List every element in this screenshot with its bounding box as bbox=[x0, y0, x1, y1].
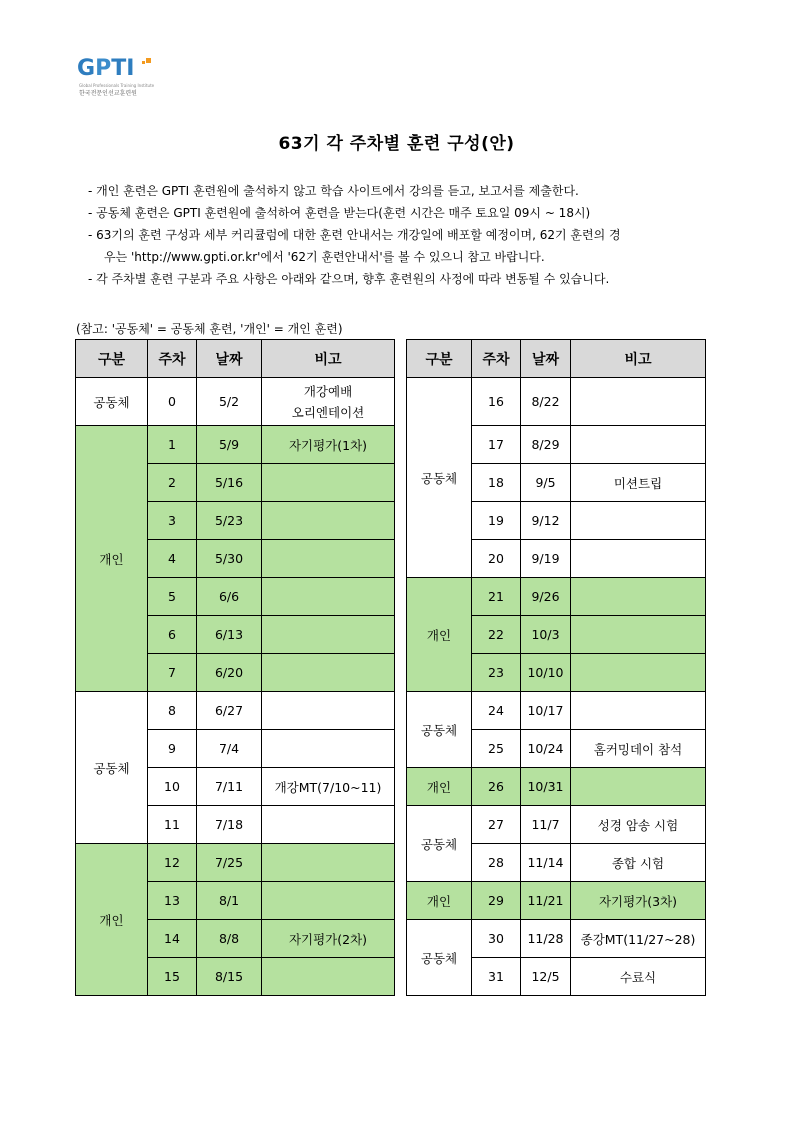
week-cell: 27 bbox=[472, 806, 521, 844]
date-cell: 7/18 bbox=[197, 806, 262, 844]
date-cell: 5/9 bbox=[197, 426, 262, 464]
note-cell bbox=[262, 464, 395, 502]
note-cell bbox=[262, 882, 395, 920]
date-cell: 11/14 bbox=[521, 844, 571, 882]
table-row bbox=[407, 692, 706, 730]
note-item: - 공동체 훈련은 GPTI 훈련원에 출석하여 훈련을 받는다(훈련 시간은 매주 토요일 09시 ~ 18시) bbox=[88, 206, 591, 220]
schedule-table-left bbox=[75, 339, 395, 996]
date-cell: 8/1 bbox=[197, 882, 262, 920]
notes-list bbox=[88, 180, 748, 290]
date-cell: 11/28 bbox=[521, 920, 571, 958]
date-cell: 7/4 bbox=[197, 730, 262, 768]
table-row bbox=[407, 768, 706, 806]
date-cell: 9/19 bbox=[521, 540, 571, 578]
note-cell bbox=[262, 378, 395, 426]
table-row bbox=[407, 882, 706, 920]
header-type: 구분 bbox=[76, 340, 148, 378]
week-cell: 7 bbox=[148, 654, 197, 692]
week-cell: 18 bbox=[472, 464, 521, 502]
date-cell: 9/5 bbox=[521, 464, 571, 502]
date-cell: 11/7 bbox=[521, 806, 571, 844]
note-cell bbox=[262, 654, 395, 692]
week-cell: 2 bbox=[148, 464, 197, 502]
week-cell: 0 bbox=[148, 378, 197, 426]
note-cell bbox=[262, 616, 395, 654]
date-cell: 8/29 bbox=[521, 426, 571, 464]
header-type: 구분 bbox=[407, 340, 472, 378]
table-row bbox=[407, 378, 706, 426]
date-cell: 5/16 bbox=[197, 464, 262, 502]
date-cell: 10/31 bbox=[521, 768, 571, 806]
date-cell: 10/17 bbox=[521, 692, 571, 730]
date-cell: 9/12 bbox=[521, 502, 571, 540]
note-cell bbox=[571, 616, 706, 654]
note-item: - 개인 훈련은 GPTI 훈련원에 출석하지 않고 학습 사이트에서 강의를 듣고, 보고서를 제출한다. bbox=[88, 184, 579, 198]
note-cell bbox=[262, 844, 395, 882]
note-cell bbox=[262, 692, 395, 730]
date-cell: 9/26 bbox=[521, 578, 571, 616]
week-cell: 29 bbox=[472, 882, 521, 920]
group-cell: 개인 bbox=[76, 426, 148, 692]
week-cell: 21 bbox=[472, 578, 521, 616]
note-cell bbox=[262, 502, 395, 540]
table-header-row bbox=[407, 340, 706, 378]
week-cell: 31 bbox=[472, 958, 521, 996]
group-cell: 공동체 bbox=[407, 920, 472, 996]
date-cell: 5/2 bbox=[197, 378, 262, 426]
week-cell: 14 bbox=[148, 920, 197, 958]
note-cell: 자기평가(3차) bbox=[571, 882, 706, 920]
header-week: 주차 bbox=[472, 340, 521, 378]
note-cell bbox=[571, 692, 706, 730]
date-cell: 6/6 bbox=[197, 578, 262, 616]
date-cell: 6/13 bbox=[197, 616, 262, 654]
week-cell: 8 bbox=[148, 692, 197, 730]
week-cell: 15 bbox=[148, 958, 197, 996]
logo-accent-dot-small bbox=[142, 61, 145, 64]
header-note: 비고 bbox=[571, 340, 706, 378]
week-cell: 1 bbox=[148, 426, 197, 464]
note-cell bbox=[571, 502, 706, 540]
note-cell: 종합 시험 bbox=[571, 844, 706, 882]
header-date: 날짜 bbox=[521, 340, 571, 378]
date-cell: 5/23 bbox=[197, 502, 262, 540]
week-cell: 20 bbox=[472, 540, 521, 578]
note-cell bbox=[262, 578, 395, 616]
reference-note: (참고: '공동체' = 공동체 훈련, '개인' = 개인 훈련) bbox=[76, 322, 343, 336]
group-cell: 공동체 bbox=[407, 692, 472, 768]
note-cell: 자기평가(1차) bbox=[262, 426, 395, 464]
gpti-logo bbox=[77, 56, 157, 102]
group-cell: 개인 bbox=[407, 578, 472, 692]
note-cell bbox=[571, 540, 706, 578]
group-cell: 공동체 bbox=[76, 692, 148, 844]
week-cell: 3 bbox=[148, 502, 197, 540]
note-line: 오리엔테이션 bbox=[291, 404, 365, 420]
week-cell: 13 bbox=[148, 882, 197, 920]
date-cell: 6/20 bbox=[197, 654, 262, 692]
week-cell: 6 bbox=[148, 616, 197, 654]
week-cell: 23 bbox=[472, 654, 521, 692]
table-row bbox=[76, 692, 395, 730]
table-row bbox=[407, 578, 706, 616]
week-cell: 25 bbox=[472, 730, 521, 768]
note-cell bbox=[262, 730, 395, 768]
week-cell: 9 bbox=[148, 730, 197, 768]
note-cell: 자기평가(2차) bbox=[262, 920, 395, 958]
week-cell: 17 bbox=[472, 426, 521, 464]
date-cell: 5/30 bbox=[197, 540, 262, 578]
note-item: - 63기의 훈련 구성과 세부 커리큘럼에 대한 훈련 안내서는 개강일에 배포할 예정이며, 62기 훈련의 경 bbox=[88, 228, 621, 242]
logo-subtitle-en: Global Professionals Training Institute bbox=[79, 83, 155, 88]
note-cell: 성경 암송 시험 bbox=[571, 806, 706, 844]
header-week: 주차 bbox=[148, 340, 197, 378]
week-cell: 11 bbox=[148, 806, 197, 844]
note-item-continuation: 우는 'http://www.gpti.or.kr'에서 '62기 훈련안내서'를 볼 수 있으니 참고 바랍니다. bbox=[104, 250, 545, 264]
note-cell bbox=[262, 540, 395, 578]
note-cell: 미션트립 bbox=[571, 464, 706, 502]
note-cell: 홈커밍데이 참석 bbox=[571, 730, 706, 768]
note-item: - 각 주차별 훈련 구분과 주요 사항은 아래와 같으며, 향후 훈련원의 사정에 따라 변동될 수 있습니다. bbox=[88, 272, 610, 286]
table-row bbox=[76, 378, 395, 426]
group-cell: 공동체 bbox=[76, 378, 148, 426]
date-cell: 8/15 bbox=[197, 958, 262, 996]
week-cell: 19 bbox=[472, 502, 521, 540]
week-cell: 24 bbox=[472, 692, 521, 730]
logo-subtitle-ko: 한국전문인선교훈련원 bbox=[79, 90, 137, 97]
schedule-table-right bbox=[406, 339, 706, 996]
week-cell: 5 bbox=[148, 578, 197, 616]
note-cell bbox=[571, 378, 706, 426]
date-cell: 12/5 bbox=[521, 958, 571, 996]
note-cell: 종강MT(11/27~28) bbox=[571, 920, 706, 958]
date-cell: 10/24 bbox=[521, 730, 571, 768]
week-cell: 12 bbox=[148, 844, 197, 882]
week-cell: 22 bbox=[472, 616, 521, 654]
header-date: 날짜 bbox=[197, 340, 262, 378]
table-row bbox=[407, 920, 706, 958]
date-cell: 7/25 bbox=[197, 844, 262, 882]
header-note: 비고 bbox=[262, 340, 395, 378]
date-cell: 10/3 bbox=[521, 616, 571, 654]
week-cell: 10 bbox=[148, 768, 197, 806]
logo-wordmark: GPTI bbox=[77, 56, 135, 81]
table-row bbox=[76, 426, 395, 464]
week-cell: 26 bbox=[472, 768, 521, 806]
note-line: 개강예배 bbox=[303, 383, 353, 399]
group-cell: 개인 bbox=[407, 768, 472, 806]
table-header-row bbox=[76, 340, 395, 378]
note-cell bbox=[262, 806, 395, 844]
table-row bbox=[76, 844, 395, 882]
date-cell: 7/11 bbox=[197, 768, 262, 806]
note-cell bbox=[262, 958, 395, 996]
date-cell: 8/22 bbox=[521, 378, 571, 426]
week-cell: 30 bbox=[472, 920, 521, 958]
page-title: 63기 각 주차별 훈련 구성(안) bbox=[278, 134, 515, 154]
week-cell: 28 bbox=[472, 844, 521, 882]
note-cell bbox=[571, 578, 706, 616]
table-row bbox=[407, 806, 706, 844]
note-cell: 개강MT(7/10~11) bbox=[262, 768, 395, 806]
week-cell: 16 bbox=[472, 378, 521, 426]
note-cell bbox=[571, 654, 706, 692]
logo-accent-dot bbox=[146, 58, 151, 63]
note-cell bbox=[571, 426, 706, 464]
date-cell: 11/21 bbox=[521, 882, 571, 920]
week-cell: 4 bbox=[148, 540, 197, 578]
note-cell bbox=[571, 768, 706, 806]
note-cell: 수료식 bbox=[571, 958, 706, 996]
group-cell: 공동체 bbox=[407, 378, 472, 578]
group-cell: 개인 bbox=[76, 844, 148, 996]
group-cell: 개인 bbox=[407, 882, 472, 920]
date-cell: 10/10 bbox=[521, 654, 571, 692]
date-cell: 8/8 bbox=[197, 920, 262, 958]
group-cell: 공동체 bbox=[407, 806, 472, 882]
date-cell: 6/27 bbox=[197, 692, 262, 730]
